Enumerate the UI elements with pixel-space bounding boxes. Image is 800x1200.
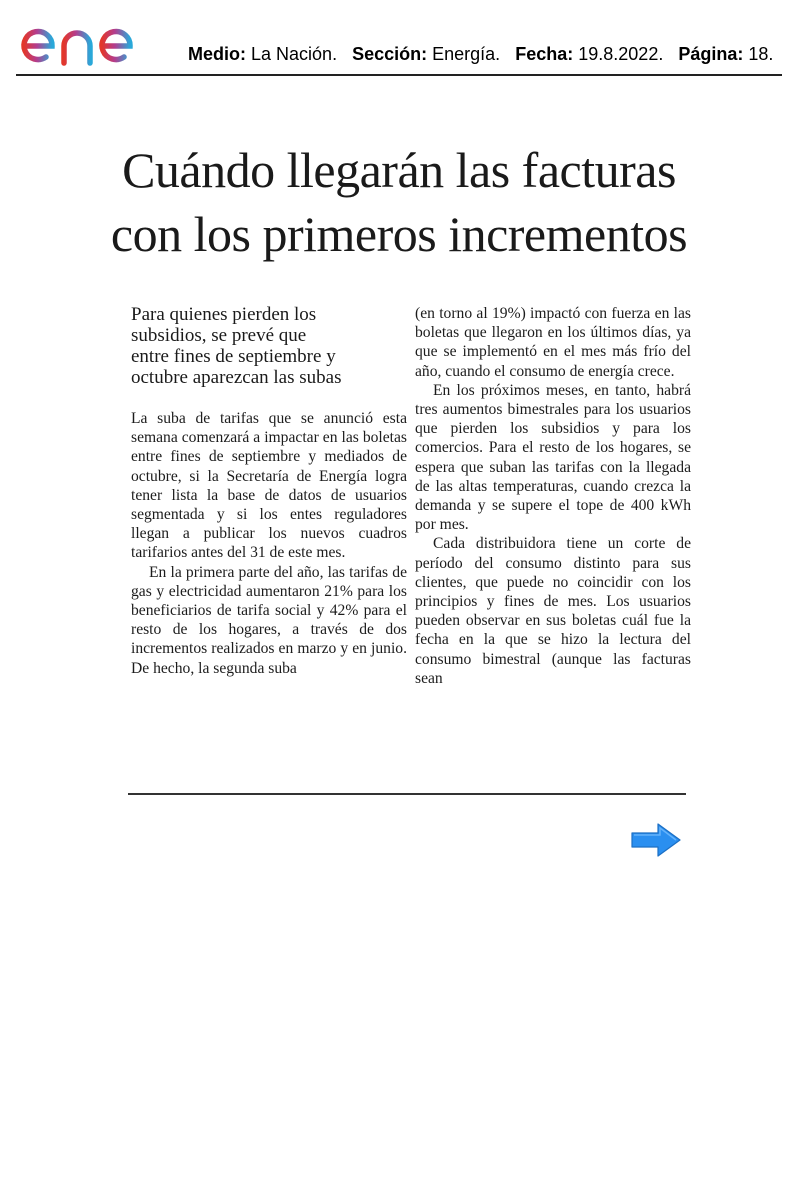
fecha-value: 19.8.2022. (578, 44, 664, 64)
paragraph: La suba de tarifas que se anunció esta semana comenzará a impactar en las boletas entre fines de septiembre y mediados de octubre, si la Secretaría de Energía logra tener lista la base de datos de usuarios segmentada y si los entes reguladores llegan a publicar los nuevos cuadros tarifarios antes del 31 de este mes. (131, 410, 407, 562)
subhead-line: Para quienes pierden los (131, 304, 317, 325)
headline-line: Cuándo llegarán las facturas (122, 142, 676, 198)
subhead-line: subsidios, se prevé que (131, 325, 307, 346)
pagina-value: 18. (748, 44, 774, 64)
paragraph: En los próximos meses, en tanto, habrá tres aumentos bimestrales para los usuarios que pierden los subsidios y para los comercios. Para el resto de los hogares, se espera que suban las tarifas con la llegada de las altas temperaturas, cuando crezca la demanda y se supere el tope de 400 kWh por mes. (415, 381, 691, 534)
article-bottom-divider (128, 793, 686, 795)
headline-line: con los primeros incrementos (110, 206, 688, 262)
fecha-label: Fecha: (515, 44, 574, 64)
seccion-label: Sección: (352, 44, 428, 64)
body-text-left (131, 409, 407, 678)
article-column-right (415, 304, 691, 688)
pagina-label: Página: (678, 44, 744, 64)
article-headline (28, 138, 770, 266)
paragraph: (en torno al 19%) impactó con fuerza en las boletas que llegaron en los últimos días, ya que se implementó en el mes más frío del año, cuando el consumo de energía crece. (415, 305, 691, 380)
header-divider (16, 74, 782, 76)
medio-value: La Nación. (251, 44, 338, 64)
paragraph: Cada distribuidora tiene un corte de período del consumo distinto para sus clientes, que puede no coincidir con los principios y fines de mes. Los usuarios pueden observar en sus boletas cuál fue la fecha en la que se hizo la lectura del consumo bimestral (aunque las facturas sean (415, 535, 691, 687)
subhead-line: octubre aparezcan las subas (131, 367, 342, 388)
header-meta (188, 44, 773, 65)
medio-label: Medio: (188, 44, 246, 64)
subhead-line: entre fines de septiembre y (131, 346, 336, 367)
paragraph: En la primera parte del año, las tarifas de gas y electricidad aumentaron 21% para los beneficiarios de tarifa social y 42% para el resto de los hogares, a través de dos incrementos realizados en marzo y en junio. De hecho, la segunda suba (131, 563, 407, 677)
article-subhead (131, 304, 407, 388)
arrow-right-icon[interactable] (630, 822, 682, 858)
body-text-right (415, 304, 691, 688)
article-column-left (131, 304, 407, 678)
enel-logo (18, 10, 170, 66)
seccion-value: Energía. (432, 44, 501, 64)
